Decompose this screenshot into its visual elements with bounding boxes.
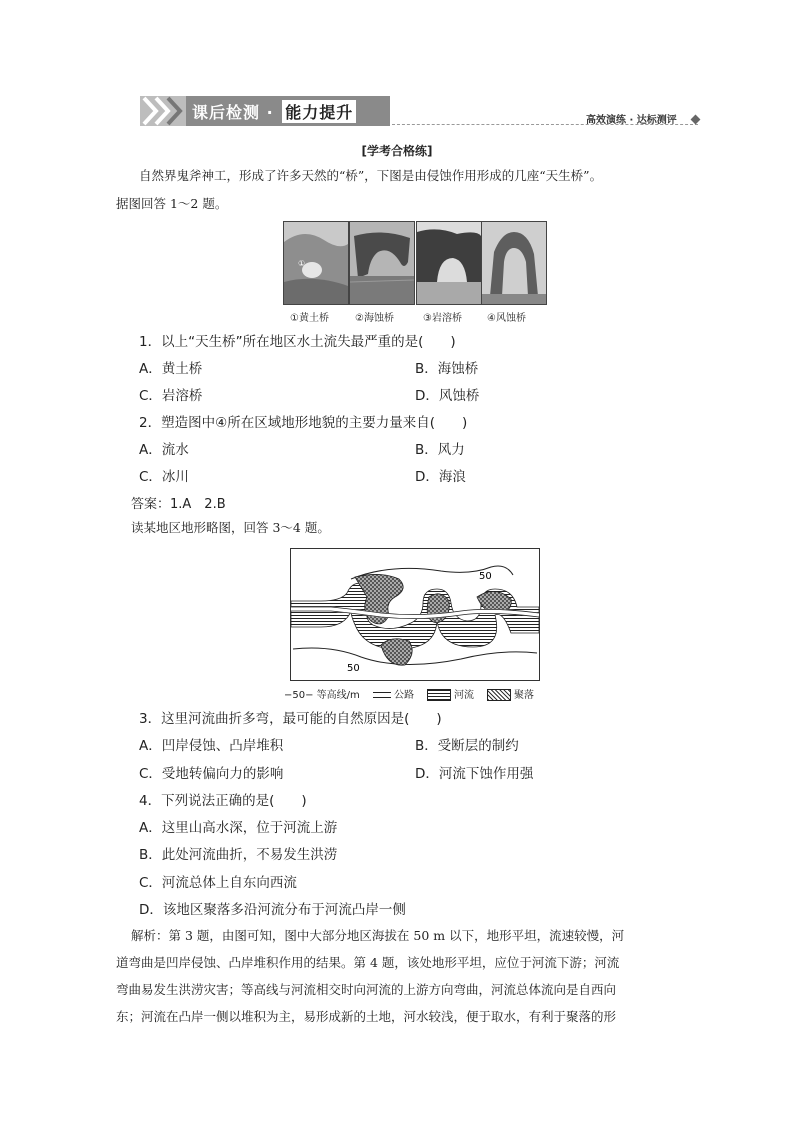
terrain-map <box>290 548 540 681</box>
q3-option-a: A．凹岸侵蚀、凸岸堆积 <box>139 738 284 754</box>
q3-option-d: D．河流下蚀作用强 <box>415 766 534 782</box>
river-swatch <box>427 689 451 701</box>
q4-option-c: C．河流总体上自东向西流 <box>139 875 297 891</box>
section-title: [学考合格练] <box>361 144 433 158</box>
analysis-line-2: 道弯曲是凹岸侵蚀、凸岸堆积作用的结果。第 4 题，该处地形平坦，应位于河流下游；河流 <box>116 955 620 970</box>
banner-chevron-icon <box>140 96 186 126</box>
legend-river <box>427 686 474 701</box>
header-banner <box>140 96 390 126</box>
caption-3: ③岩溶桥 <box>423 313 462 324</box>
q1-option-b: B．海蚀桥 <box>415 361 479 377</box>
q4-option-a: A．这里山高水深，位于河流上游 <box>139 820 338 836</box>
settlement-swatch <box>487 689 511 701</box>
q2-option-b: B．风力 <box>415 442 465 458</box>
settlement-4 <box>381 639 412 665</box>
q4-option-d: D．该地区聚落多沿河流分布于河流凸岸一侧 <box>139 902 406 918</box>
photo-loess-bridge <box>283 221 349 305</box>
legend-contour: −50− 等高线/m <box>284 690 360 701</box>
q1-option-a: A．黄土桥 <box>139 361 203 377</box>
q1-option-d: D．风蚀桥 <box>415 388 480 404</box>
contour-label-bottom: 50 <box>347 663 360 674</box>
q3-option-b: B．受断层的制约 <box>415 738 519 754</box>
q2-option-d: D．海浪 <box>415 469 466 485</box>
answer-1-2: 答案：1.A 2.B <box>131 497 226 512</box>
q1-stem: 1．以上“天生桥”所在地区水土流失最严重的是( ) <box>139 334 456 350</box>
q2-option-a: A．流水 <box>139 442 189 458</box>
analysis-line-4: 东；河流在凸岸一侧以堆积为主，易形成新的土地，河水较浅，便于取水，有利于聚落的形 <box>116 1009 617 1024</box>
photo-karst-bridge <box>416 221 482 305</box>
photo-sea-arch <box>349 221 415 305</box>
q2-stem: 2．塑造图中④所在区域地形地貌的主要力量来自( ) <box>139 415 468 431</box>
intro-3-4: 读某地区地形略图，回答 3～4 题。 <box>131 520 330 535</box>
analysis-line-1: 解析：第 3 题，由图可知，图中大部分地区海拔在 50 m 以下，地形平坦，流速较慢，河 <box>131 928 625 943</box>
photo-wind-arch <box>481 221 547 305</box>
legend-river-label: 河流 <box>454 690 474 701</box>
contour-label-top: 50 <box>479 571 492 582</box>
analysis-line-3: 弯曲易发生洪涝灾害；等高线与河流相交时向河流的上游方向弯曲，河流总体流向是自西向 <box>116 982 617 997</box>
caption-4: ④风蚀桥 <box>487 313 526 324</box>
photo-inline-label: ① <box>298 259 306 268</box>
legend-road-label: 公路 <box>394 690 414 701</box>
intro-line-2: 据图回答 1～2 题。 <box>116 196 228 211</box>
terrain-map-drawing <box>291 549 539 680</box>
road-swatch <box>373 692 391 698</box>
header-right-text: 高效演练 · 达标测评 <box>586 115 677 126</box>
q3-option-c: C．受地转偏向力的影响 <box>139 766 284 782</box>
q4-stem: 4．下列说法正确的是( ) <box>139 793 307 809</box>
legend-settlement <box>487 686 534 701</box>
legend-settlement-label: 聚落 <box>514 690 534 701</box>
intro-line-1: 自然界鬼斧神工，形成了许多天然的“桥”，下图是由侵蚀作用形成的几座“天生桥”。 <box>139 168 603 183</box>
q3-stem: 3．这里河流曲折多弯，最可能的自然原因是( ) <box>139 711 442 727</box>
diamond-icon <box>691 115 701 125</box>
banner-title <box>192 100 356 123</box>
q1-option-c: C．岩溶桥 <box>139 388 203 404</box>
q2-option-c: C．冰川 <box>139 469 189 485</box>
banner-title-highlight: 能力提升 <box>282 100 356 123</box>
caption-2: ②海蚀桥 <box>355 313 394 324</box>
legend-road <box>373 686 414 701</box>
banner-title-part1: 课后检测 · <box>192 103 281 122</box>
q4-option-b: B．此处河流曲折，不易发生洪涝 <box>139 847 338 863</box>
contour-line-bottom <box>293 648 537 665</box>
caption-1: ①黄土桥 <box>290 313 329 324</box>
